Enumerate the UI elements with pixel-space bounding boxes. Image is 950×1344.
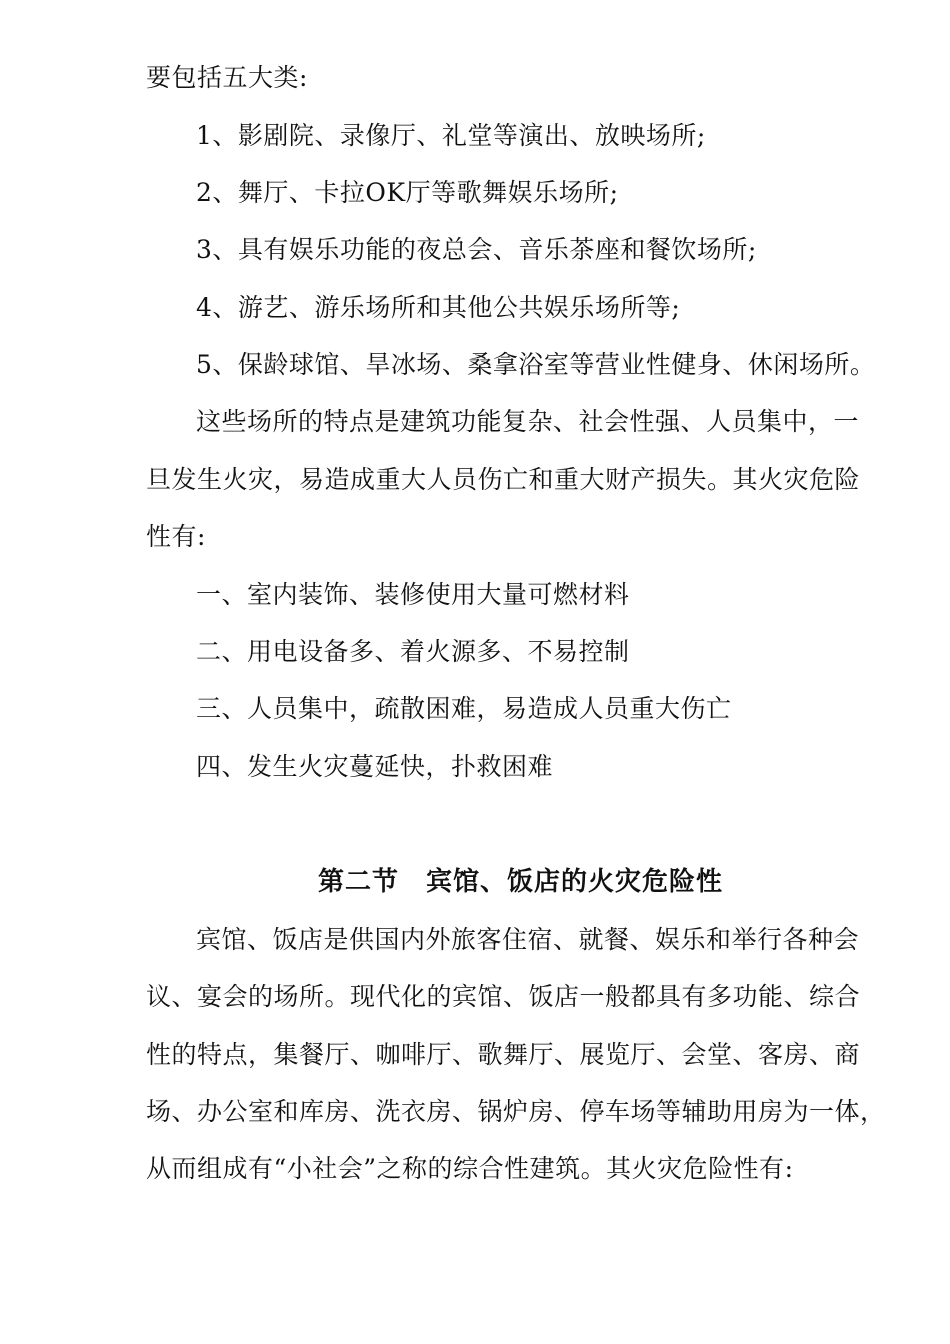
hazard-item: 二、用电设备多、着火源多、不易控制 bbox=[196, 637, 630, 666]
paragraph-line: 性的特点，集餐厅、咖啡厅、歌舞厅、展览厅、会堂、客房、商 bbox=[146, 1040, 861, 1069]
paragraph-line: 旦发生火灾，易造成重大人员伤亡和重大财产损失。其火灾危险 bbox=[146, 465, 861, 494]
list-item: 4、游艺、游乐场所和其他公共娱乐场所等; bbox=[196, 293, 681, 322]
list-item: 1、影剧院、录像厅、礼堂等演出、放映场所; bbox=[196, 121, 706, 150]
paragraph-line: 场、办公室和库房、洗衣房、锅炉房、停车场等辅助用房为一体， bbox=[146, 1097, 886, 1126]
list-item: 5、保龄球馆、旱冰场、桑拿浴室等营业性健身、休闲场所。 bbox=[196, 350, 876, 379]
intro-continuation: 要包括五大类: bbox=[146, 63, 308, 92]
list-item: 2、舞厅、卡拉OK厅等歌舞娱乐场所; bbox=[196, 178, 619, 207]
section-heading: 第二节 宾馆、饭店的火灾危险性 bbox=[318, 867, 724, 897]
hazard-item: 三、人员集中，疏散困难，易造成人员重大伤亡 bbox=[196, 694, 732, 723]
paragraph-line: 从而组成有“小社会”之称的综合性建筑。其火灾危险性有: bbox=[146, 1154, 794, 1183]
paragraph-line: 这些场所的特点是建筑功能复杂、社会性强、人员集中，一 bbox=[196, 407, 860, 436]
paragraph-line: 宾馆、饭店是供国内外旅客住宿、就餐、娱乐和举行各种会 bbox=[196, 925, 860, 954]
paragraph-line: 议、宴会的场所。现代化的宾馆、饭店一般都具有多功能、综合 bbox=[146, 982, 861, 1011]
hazard-item: 四、发生火灾蔓延快，扑救困难 bbox=[196, 752, 554, 781]
paragraph-line: 性有: bbox=[146, 522, 206, 551]
list-item: 3、具有娱乐功能的夜总会、音乐茶座和餐饮场所; bbox=[196, 235, 757, 264]
hazard-item: 一、室内装饰、装修使用大量可燃材料 bbox=[196, 580, 630, 609]
